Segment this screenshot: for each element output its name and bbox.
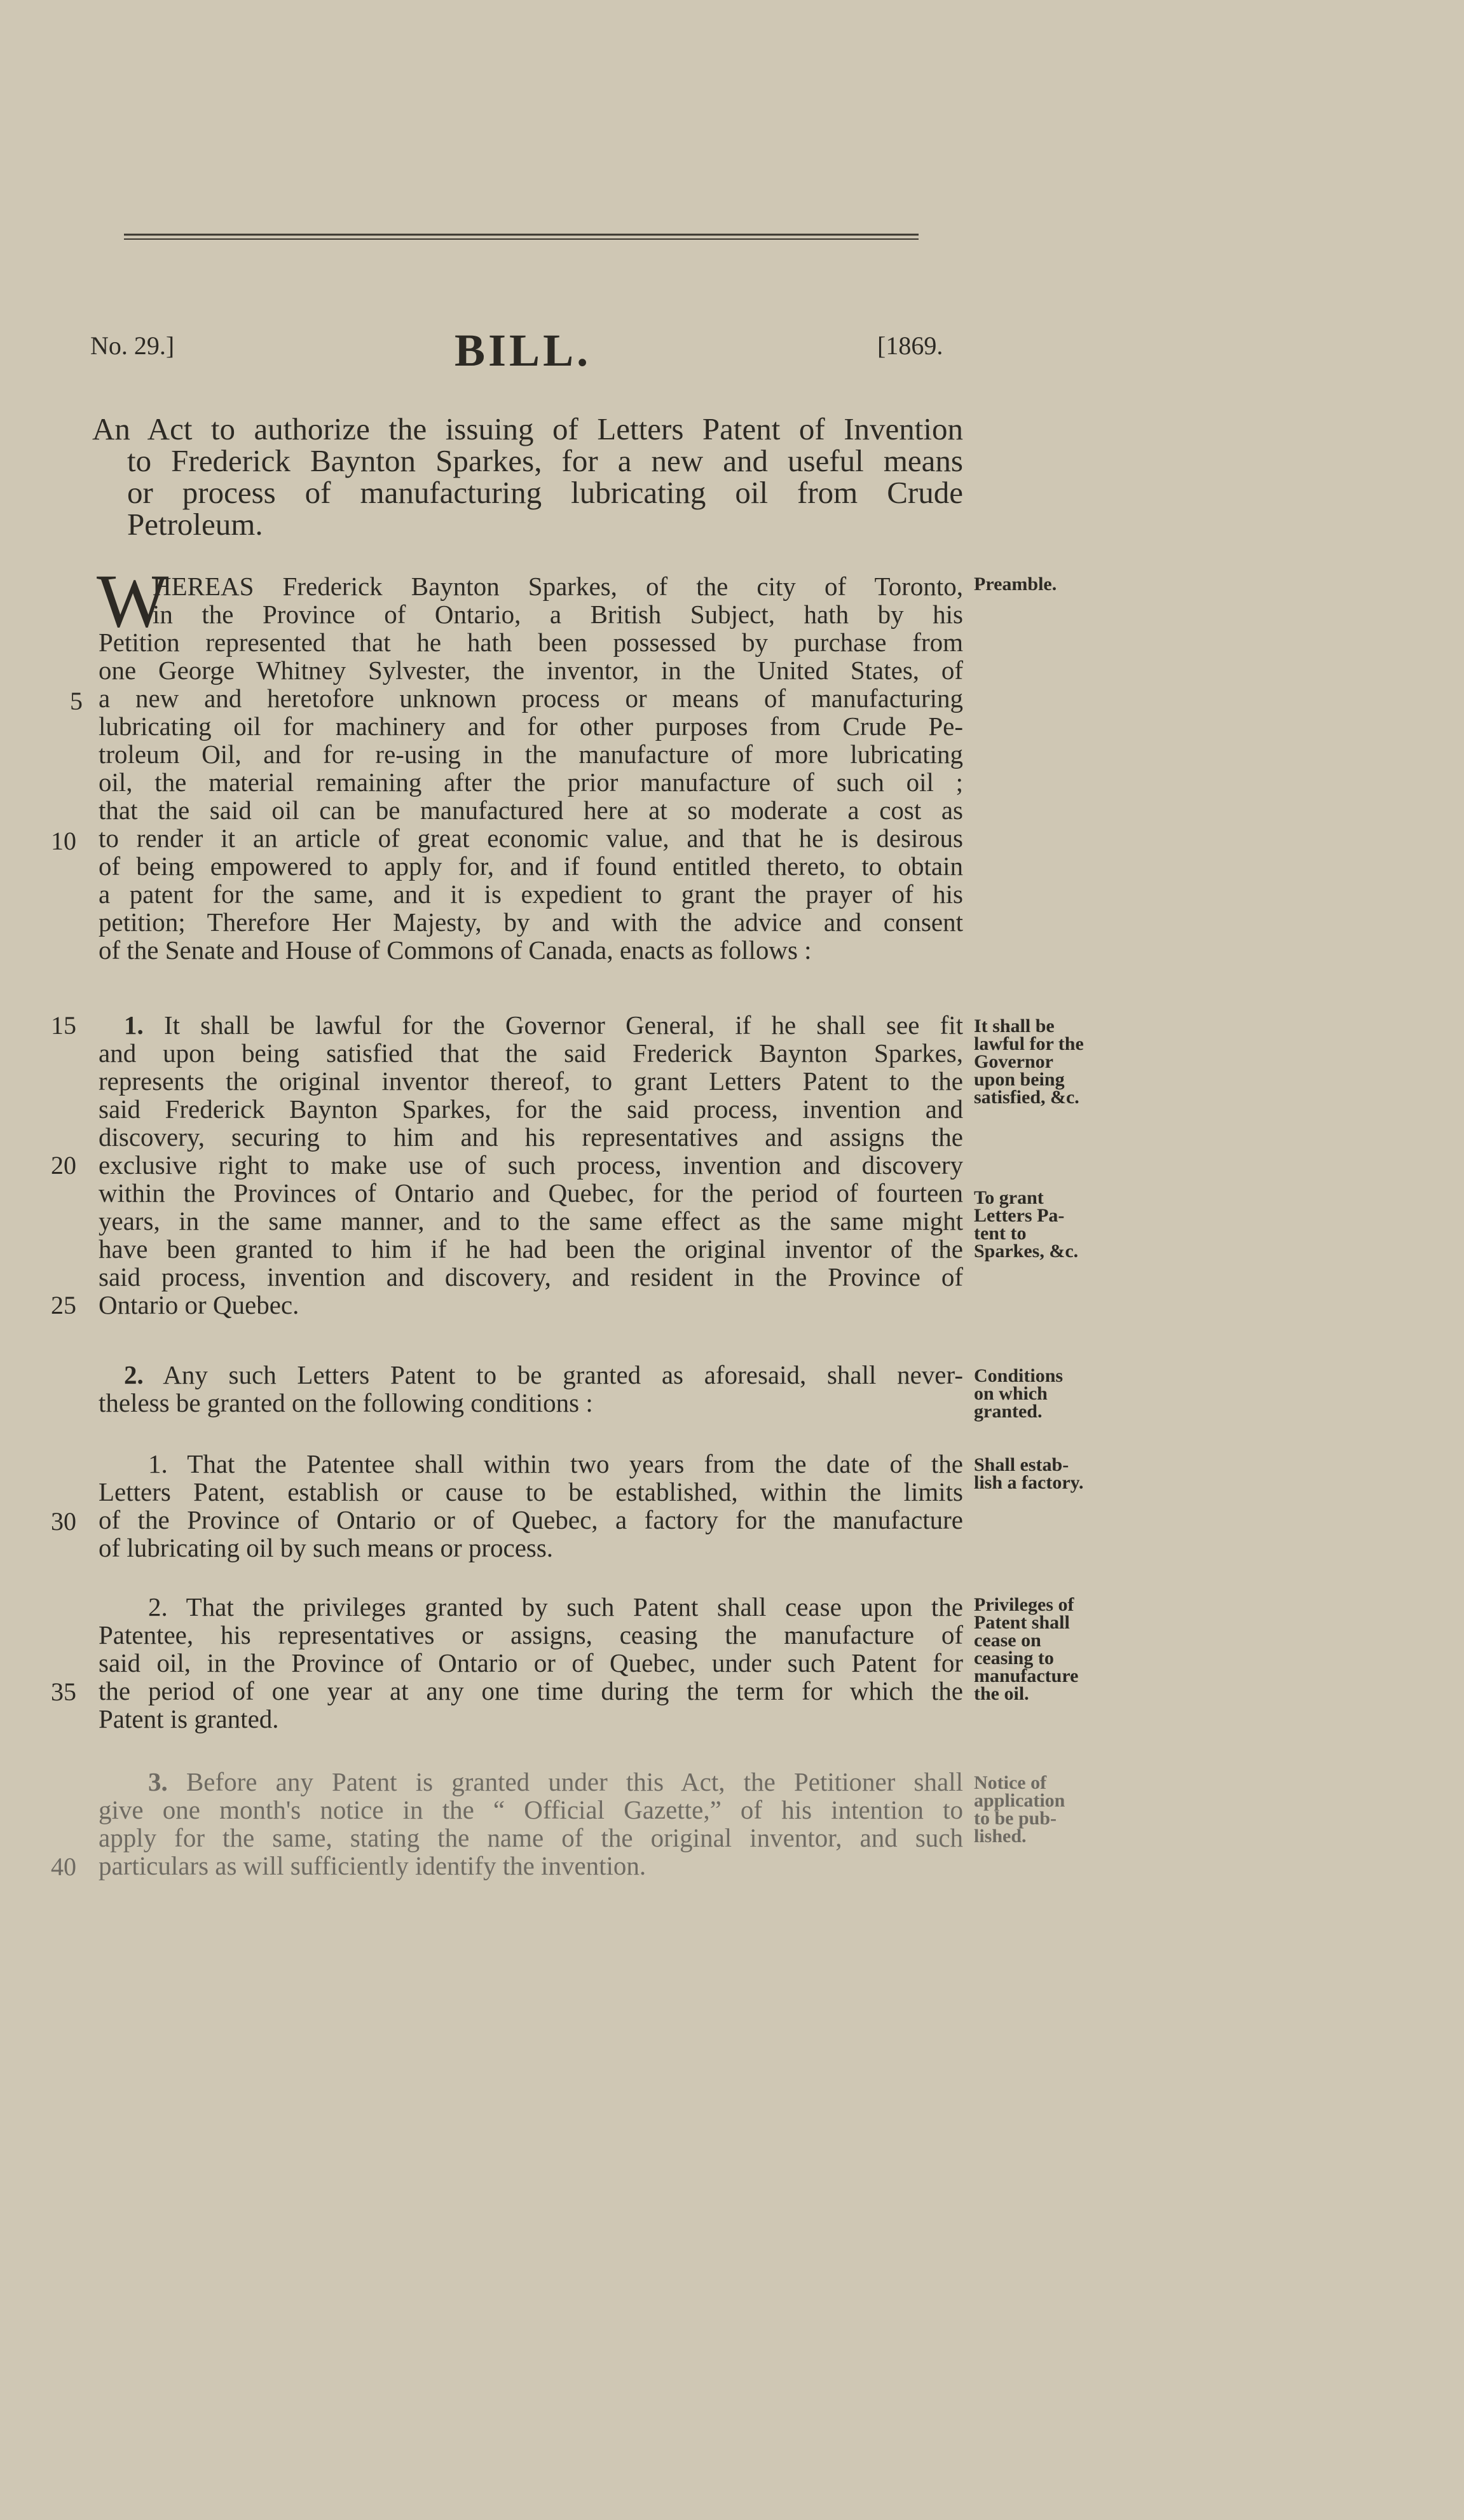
marginal-note-privileges <box>974 1596 1078 1703</box>
preamble-dropcap: W <box>97 558 169 643</box>
marginal-note-line: granted. <box>974 1401 1043 1422</box>
section-2-number: 2. <box>124 1360 144 1389</box>
section-1-text: It shall be lawful for the Governor General, if he shall see fit <box>163 1010 964 1040</box>
marginal-note-conditions <box>974 1367 1063 1421</box>
marginal-note-line: the oil. <box>974 1683 1029 1704</box>
act-title-line: to Frederick Baynton Sparkes, for a new and useful means <box>127 443 963 478</box>
marginal-note-line: It shall be <box>974 1016 1055 1036</box>
marginal-note-grant <box>974 1189 1078 1260</box>
marginal-note-lawful <box>974 1017 1084 1106</box>
line-number: 20 <box>51 1151 76 1180</box>
marginal-note-line: Conditions <box>974 1365 1064 1386</box>
section-1-number: 1. <box>124 1010 144 1040</box>
section-1-line: exclusive right to make use of such process, invention and discovery <box>99 1150 963 1180</box>
line-number: 30 <box>51 1507 76 1536</box>
section-1-line: within the Provinces of Ontario and Quebec, for the period of fourteen <box>99 1178 963 1208</box>
line-number: 40 <box>51 1852 76 1881</box>
preamble-line: to render it an article of great economic value, and that he is desirous <box>99 823 963 853</box>
preamble-line: HEREAS Frederick Baynton Sparkes, of the city of Toronto, <box>153 572 963 601</box>
section-1 <box>99 1011 963 1319</box>
condition-1-line: 1. That the Patentee shall within two years from the date of the <box>148 1449 963 1478</box>
marginal-note-line: Preamble. <box>974 574 1057 595</box>
line-number: 35 <box>51 1677 76 1706</box>
marginal-note-line: ceasing to <box>974 1648 1054 1669</box>
header-rule <box>124 232 919 242</box>
section-3-line: particulars as will sufficiently identify the invention. <box>99 1851 646 1880</box>
marginal-note-line: cease on <box>974 1630 1041 1651</box>
preamble-line: troleum Oil, and for re-using in the manufacture of more lubricating <box>99 740 963 769</box>
section-3-text: Before any Patent is granted under this Act, the Petitioner shall <box>186 1767 963 1796</box>
preamble-line: of being empowered to apply for, and if found entitled thereto, to obtain <box>99 851 963 881</box>
act-title <box>92 413 963 540</box>
marginal-note-line: lish a factory. <box>974 1472 1084 1493</box>
section-1-line: said Frederick Baynton Sparkes, for the said process, invention and <box>99 1094 963 1124</box>
preamble-line: a patent for the same, and it is expedient to grant the prayer of his <box>99 879 963 909</box>
marginal-note-line: on which <box>974 1383 1048 1404</box>
preamble-line: a new and heretofore unknown process or means of manufacturing <box>99 684 963 713</box>
preamble-line: in the Province of Ontario, a British Subject, hath by his <box>153 600 963 629</box>
section-2-text: Any such Letters Patent to be granted as aforesaid, shall never- <box>163 1360 963 1389</box>
marginal-note-line: To grant <box>974 1187 1044 1208</box>
preamble-line: petition; Therefore Her Majesty, by and with the advice and consent <box>99 907 963 937</box>
marginal-note-line: tent to <box>974 1223 1027 1244</box>
section-2 <box>99 1361 963 1417</box>
marginal-note-line: to be pub- <box>974 1808 1057 1829</box>
condition-1-line: of the Province of Ontario or of Quebec, a factory for the manufacture <box>99 1505 963 1534</box>
section-1-line: years, in the same manner, and to the same effect as the same might <box>99 1206 963 1236</box>
bill-year: [1869. <box>877 331 943 360</box>
condition-1-line: Letters Patent, establish or cause to be established, within the limits <box>99 1477 963 1506</box>
bill-number: No. 29.] <box>90 331 175 360</box>
section-3-number: 3. <box>148 1767 168 1796</box>
marginal-note-line: Sparkes, &c. <box>974 1241 1079 1262</box>
act-title-line: Petroleum. <box>127 507 263 542</box>
bill-heading: BILL. <box>455 325 592 376</box>
section-1-line: discovery, securing to him and his representatives and assigns the <box>99 1122 963 1152</box>
marginal-note-line: satisfied, &c. <box>974 1087 1079 1108</box>
preamble-line: that the said oil can be manufactured here at so moderate a cost as <box>99 795 963 825</box>
section-2-line: theless be granted on the following conditions : <box>99 1388 593 1417</box>
line-number: 25 <box>51 1291 76 1319</box>
preamble-line: one George Whitney Sylvester, the inventor, in the United States, of <box>99 656 963 685</box>
condition-1-line: of lubricating oil by such means or process. <box>99 1533 554 1562</box>
section-3 <box>99 1768 963 1880</box>
line-number: 5 <box>70 687 83 715</box>
marginal-note-factory <box>974 1456 1084 1492</box>
marginal-note-line: Notice of <box>974 1772 1047 1793</box>
marginal-note-line: lawful for the <box>974 1033 1084 1054</box>
condition-2 <box>99 1593 963 1733</box>
section-1-line: Ontario or Quebec. <box>99 1290 299 1319</box>
section-3-line <box>99 1768 963 1796</box>
section-3-line: give one month's notice in the “ Official Gazette,” of his intention to <box>99 1795 963 1824</box>
preamble-line: of the Senate and House of Commons of Canada, enacts as follows : <box>99 935 812 965</box>
section-1-line: represents the original inventor thereof, to grant Letters Patent to the <box>99 1066 963 1096</box>
section-1-line: said process, invention and discovery, and resident in the Province of <box>99 1262 963 1291</box>
marginal-note-line: Patent shall <box>974 1612 1070 1633</box>
condition-2-line: Patentee, his representatives or assigns, ceasing the manufacture of <box>99 1620 963 1649</box>
line-number: 10 <box>51 827 76 855</box>
act-title-line: or process of manufacturing lubricating oil from Crude <box>127 475 963 510</box>
section-2-line <box>99 1361 963 1389</box>
condition-1 <box>99 1450 963 1562</box>
line-number: 15 <box>51 1011 76 1040</box>
condition-2-line: said oil, in the Province of Ontario or of Quebec, under such Patent for <box>99 1648 963 1677</box>
act-title-line: An Act to authorize the issuing of Letters Patent of Invention <box>92 411 963 446</box>
marginal-note-line: lished. <box>974 1826 1027 1847</box>
condition-2-line: the period of one year at any one time during the term for which the <box>99 1676 963 1705</box>
section-1-line: have been granted to him if he had been the original inventor of the <box>99 1234 963 1263</box>
marginal-note-line: application <box>974 1790 1065 1811</box>
marginal-note-line: Governor <box>974 1051 1053 1072</box>
marginal-note-line: Letters Pa- <box>974 1205 1065 1226</box>
preamble-line: lubricating oil for machinery and for other purposes from Crude Pe- <box>99 712 963 741</box>
marginal-note-line: upon being <box>974 1069 1065 1090</box>
preamble-line: oil, the material remaining after the prior manufacture of such oil ; <box>99 768 963 797</box>
condition-2-line: Patent is granted. <box>99 1704 279 1733</box>
section-1-line <box>99 1011 963 1039</box>
marginal-note-notice <box>974 1774 1065 1845</box>
condition-2-line: 2. That the privileges granted by such Patent shall cease upon the <box>148 1592 963 1621</box>
section-1-line: and upon being satisfied that the said Frederick Baynton Sparkes, <box>99 1038 963 1068</box>
marginal-note-line: Privileges of <box>974 1594 1074 1615</box>
marginal-note-line: Shall estab- <box>974 1454 1069 1475</box>
section-3-line: apply for the same, stating the name of the original inventor, and such <box>99 1823 963 1852</box>
preamble <box>99 572 963 964</box>
preamble-line: Petition represented that he hath been possessed by purchase from <box>99 628 963 657</box>
marginal-note-preamble <box>974 575 1057 593</box>
marginal-note-line: manufacture <box>974 1665 1079 1686</box>
